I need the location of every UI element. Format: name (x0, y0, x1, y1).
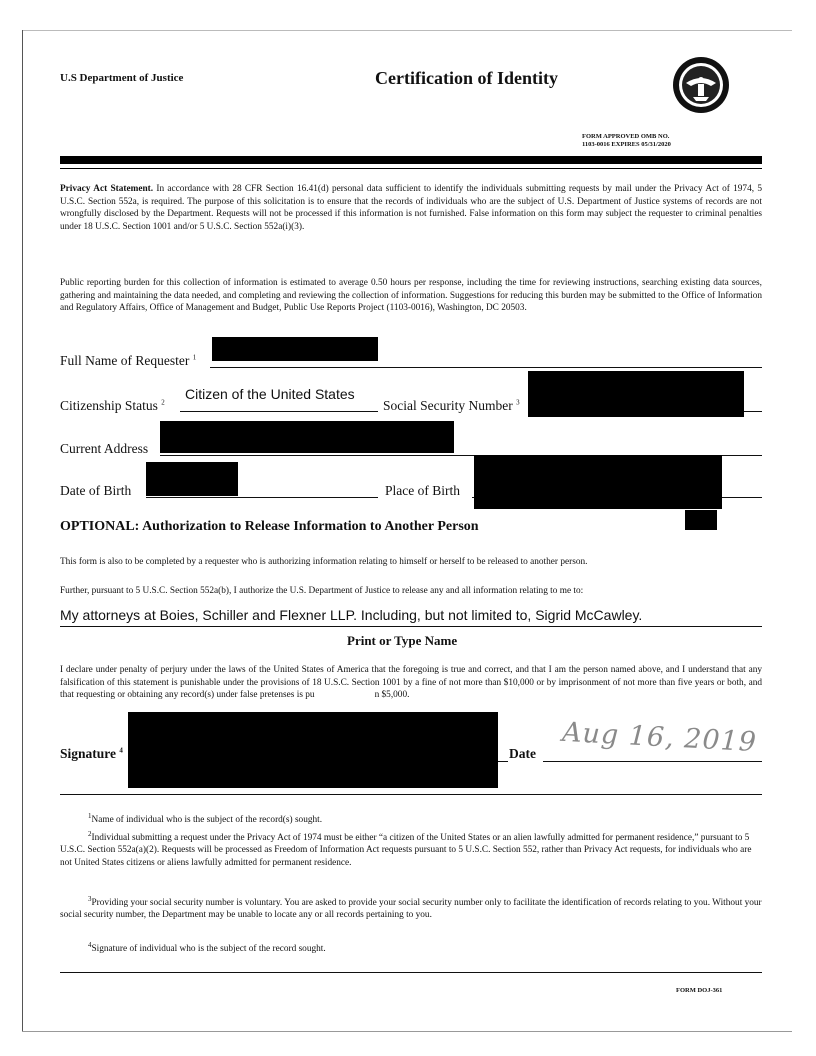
dob-label: Date of Birth (60, 483, 132, 498)
handwritten-date: Aug 16, 2019 (561, 716, 758, 759)
authorized-person-line (60, 626, 762, 627)
declaration-text (60, 664, 762, 702)
footnote-2: $^2$Individual submitting a request under the Privacy Act of 1974 must be either “a citizen of the United States or an alien lawfully admitted for permanent residence,” pursuant to 5 U.S.C. Section 552a(a)(2). Requests will be processed as Freedom of Information Act requests pursuant to 5 U.S.C. Section 552, rather than Privacy Act requests, for individuals who are not United States citizens or aliens lawfully admitted for permanent residence. (60, 829, 752, 868)
form-number: FORM DOJ-361 (676, 987, 723, 994)
footnote-4: $^4$Signature of individual who is the subject of the record sought. (88, 940, 326, 954)
authorized-person-name[interactable]: My attorneys at Boies, Schiller and Flexner LLP. Including, but not limited to, Sigrid McCawley. (60, 607, 643, 623)
bottom-rule (60, 972, 762, 973)
citizenship-value[interactable]: Citizen of the United States (185, 386, 355, 402)
optional-line-2: Further, pursuant to 5 U.S.C. Section 552a(b), I authorize the U.S. Department of Justice to release any and all information relating to me to: (60, 586, 584, 596)
footnote-ref-1: 1 (192, 353, 197, 362)
doj-seal-icon (672, 56, 730, 114)
declaration-part-a: I declare under penalty of perjury under the laws of the United States of America that the foregoing is true and correct, and that I am the person named above, and I understand that any falsification of this statement is punishable under the provisions of 18 U.S.C. Section 1001 by a fine of not more than $10,000 or by imprisonment of not more than five years or both, and that requesting or obtaining any record(s) under false pretenses is pu (60, 665, 762, 701)
address-label: Current Address (60, 441, 149, 456)
declaration-part-b: n $5,000. (374, 690, 410, 701)
redaction-signature (128, 712, 498, 788)
date-label: Date (509, 746, 536, 761)
page-border-left (22, 30, 23, 1032)
header-rule-thin (60, 168, 762, 169)
page-border-bottom (22, 1031, 792, 1032)
privacy-lead: Privacy Act Statement. (60, 184, 154, 194)
footnote-ref-4: 4 (119, 746, 123, 755)
privacy-text: In accordance with 28 CFR Section 16.41(d) personal data sufficient to identify the individuals submitting requests by mail under the Privacy Act of 1974, 5 U.S.C. Section 552a, is required. The purpose of this solicitation is to ensure that the records of individuals who are the subject of U.S. Department of Justice systems of records are not wrongfully disclosed by the Department. Requests will not be processed if this information is not furnished. False information on this form may subject the requester to criminal penalties under 18 U.S.C. Section 1001 and/or 5 U.S.C. Section 552a(i)(3). (60, 184, 762, 232)
footnote-divider (60, 794, 762, 795)
burden-statement: Public reporting burden for this collection of information is estimated to average 0.50 hours per response, including the time for reviewing instructions, searching existing data sources, gathering and maintaining the data needed, and completing and reviewing the collection of information. Suggestions for reducing this burden may be submitted to the Office of Information and Regulatory Affairs, Office of Management and Budget, Public Use Reports Project (1103-0016), Washington, DC 20503. (60, 278, 762, 313)
pob-label: Place of Birth (385, 483, 460, 498)
footnote-1: $^1$Name of individual who is the subject of the record(s) sought. (88, 811, 323, 825)
header-rule-thick (60, 156, 762, 164)
dob-line[interactable] (146, 497, 378, 498)
signature-label: Signature $^4$ (60, 746, 123, 761)
date-line[interactable] (543, 761, 762, 762)
citizenship-line (180, 411, 378, 412)
optional-line-1: This form is also to be completed by a requester who is authorizing information relating to himself or herself to be released to another person. (60, 557, 588, 567)
footnote-ref-3: 3 (516, 398, 520, 407)
footnote-ref-2: 2 (161, 398, 165, 407)
form-title: Certification of Identity (375, 68, 558, 88)
department-name: U.S Department of Justice (60, 72, 184, 84)
omb-approval (582, 133, 671, 149)
print-or-type-label: Print or Type Name (347, 633, 458, 648)
optional-heading: OPTIONAL: Authorization to Release Information to Another Person (60, 519, 479, 534)
full-name-label: Full Name of Requester $^1$ (60, 353, 197, 368)
privacy-act-statement (60, 183, 762, 233)
redaction-full-name (212, 337, 378, 361)
omb-line-2: 1103-0016 EXPIRES 05/31/2020 (582, 141, 671, 148)
footnote-3: $^3$Providing your social security number is voluntary. You are asked to provide your social security number only to facilitate the identification of records relating to you. Without your social security number, the Department may be unable to locate any or all records pertaining to you. (60, 894, 762, 921)
redaction-dob (146, 462, 238, 496)
ssn-label: Social Security Number $^3$ (383, 398, 520, 413)
redaction-small (685, 510, 717, 530)
redaction-address (160, 421, 454, 453)
omb-line-1: FORM APPROVED OMB NO. (582, 133, 670, 140)
page-border-top (22, 30, 792, 31)
redaction-ssn (528, 371, 744, 417)
citizenship-label: Citizenship Status $^2$ (60, 398, 165, 413)
redaction-pob (474, 455, 722, 509)
full-name-line[interactable] (210, 367, 762, 368)
